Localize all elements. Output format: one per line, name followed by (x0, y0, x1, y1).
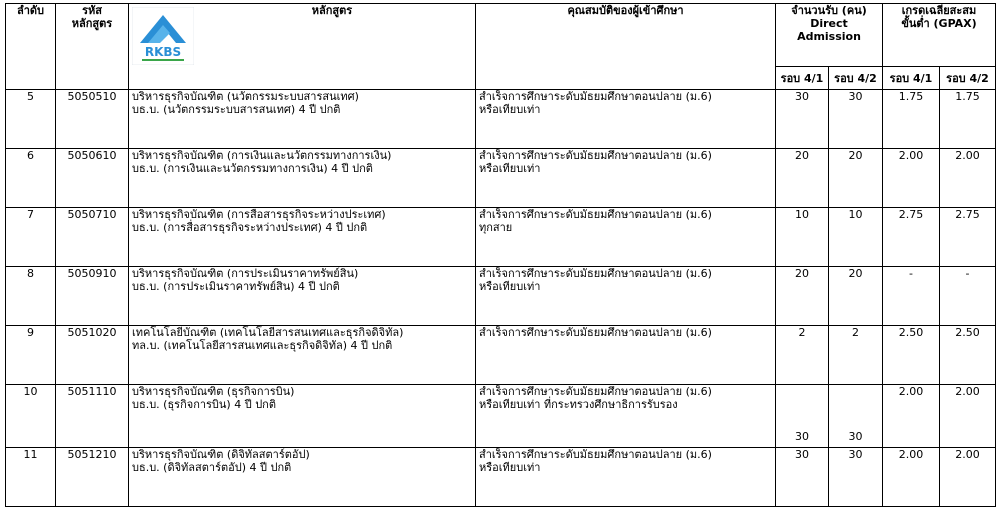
table-row (6, 448, 996, 507)
row-gpax-4-1: 1.75 (883, 90, 940, 149)
header-round-intake-4-2: รอบ 4/2 (829, 67, 883, 90)
rkbs-logo (132, 7, 194, 68)
row-program: เทคโนโลยีบัณฑิต (เทคโนโลยีสารสนเทศและธุรกิจดิจิทัล) ทล.บ. (เทคโนโลยีสารสนเทศและธุรกิจดิจิทัล) 4 ปี ปกติ (129, 326, 476, 385)
row-gpax-4-1: - (883, 267, 940, 326)
row-qualification: สำเร็จการศึกษาระดับมัธยมศึกษาตอนปลาย (ม.6) หรือเทียบเท่า (476, 149, 776, 208)
row-gpax-4-1: 2.00 (883, 448, 940, 507)
admission-table-wrap (5, 3, 995, 507)
header-intake: จำนวนรับ (คน) Direct Admission (776, 4, 883, 67)
row-intake-4-2: 30 (829, 90, 883, 149)
row-no: 10 (6, 385, 56, 448)
row-no: 8 (6, 267, 56, 326)
row-intake-4-1: 20 (776, 149, 829, 208)
row-intake-4-2: 20 (829, 149, 883, 208)
row-code: 5050510 (56, 90, 129, 149)
row-intake-4-1: 2 (776, 326, 829, 385)
row-code: 5051210 (56, 448, 129, 507)
row-program: บริหารธุรกิจบัณฑิต (นวัตกรรมระบบสารสนเทศ) บธ.บ. (นวัตกรรมระบบสารสนเทศ) 4 ปี ปกติ (129, 90, 476, 149)
row-qualification: สำเร็จการศึกษาระดับมัธยมศึกษาตอนปลาย (ม.6) หรือเทียบเท่า (476, 448, 776, 507)
header-round-gpax-4-2: รอบ 4/2 (940, 67, 996, 90)
row-gpax-4-1: 2.50 (883, 326, 940, 385)
row-intake-4-1: 20 (776, 267, 829, 326)
header-program: RKBS หลักสูตร (129, 4, 476, 90)
row-intake-4-1: 30 (776, 385, 829, 448)
row-code: 5051020 (56, 326, 129, 385)
row-intake-4-2: 30 (829, 448, 883, 507)
table-row (6, 385, 996, 448)
row-intake-4-2: 30 (829, 385, 883, 448)
row-no: 9 (6, 326, 56, 385)
row-intake-4-2: 2 (829, 326, 883, 385)
row-code: 5051110 (56, 385, 129, 448)
row-gpax-4-2: 2.00 (940, 448, 996, 507)
row-intake-4-2: 20 (829, 267, 883, 326)
header-no: ลำดับ (6, 4, 56, 90)
table-row (6, 149, 996, 208)
row-gpax-4-1: 2.75 (883, 208, 940, 267)
table-row (6, 90, 996, 149)
svg-text:RKBS: RKBS (144, 45, 182, 59)
row-intake-4-2: 10 (829, 208, 883, 267)
row-gpax-4-1: 2.00 (883, 385, 940, 448)
row-code: 5050910 (56, 267, 129, 326)
row-code: 5050710 (56, 208, 129, 267)
row-program: บริหารธุรกิจบัณฑิต (การเงินและนวัตกรรมทางการเงิน) บธ.บ. (การเงินและนวัตกรรมทางการเงิน) 4 ปี ปกติ (129, 149, 476, 208)
row-qualification: สำเร็จการศึกษาระดับมัธยมศึกษาตอนปลาย (ม.6) หรือเทียบเท่า (476, 267, 776, 326)
row-no: 6 (6, 149, 56, 208)
table-row (6, 208, 996, 267)
row-gpax-4-2: - (940, 267, 996, 326)
header-round-gpax-4-1: รอบ 4/1 (883, 67, 940, 90)
row-no: 11 (6, 448, 56, 507)
row-program: บริหารธุรกิจบัณฑิต (การสื่อสารธุรกิจระหว่างประเทศ) บธ.บ. (การสื่อสารธุรกิจระหว่างประเทศ) 4 ปี ปกติ (129, 208, 476, 267)
header-row-top (6, 4, 996, 67)
row-qualification: สำเร็จการศึกษาระดับมัธยมศึกษาตอนปลาย (ม.6) ทุกสาย (476, 208, 776, 267)
row-gpax-4-2: 2.00 (940, 149, 996, 208)
row-no: 5 (6, 90, 56, 149)
row-program: บริหารธุรกิจบัณฑิต (การประเมินราคาทรัพย์สิน) บธ.บ. (การประเมินราคาทรัพย์สิน) 4 ปี ปกติ (129, 267, 476, 326)
row-gpax-4-2: 2.75 (940, 208, 996, 267)
table-row (6, 326, 996, 385)
row-intake-4-1: 30 (776, 448, 829, 507)
header-round-intake-4-1: รอบ 4/1 (776, 67, 829, 90)
row-no: 7 (6, 208, 56, 267)
header-code: รหัส หลักสูตร (56, 4, 129, 90)
row-gpax-4-2: 2.50 (940, 326, 996, 385)
row-qualification: สำเร็จการศึกษาระดับมัธยมศึกษาตอนปลาย (ม.6) หรือเทียบเท่า ที่กระทรวงศึกษาธิการรับรอง (476, 385, 776, 448)
row-gpax-4-1: 2.00 (883, 149, 940, 208)
table-row (6, 267, 996, 326)
rkbs-logo-icon (132, 7, 194, 65)
header-qualification: คุณสมบัติของผู้เข้าศึกษา (476, 4, 776, 90)
row-intake-4-1: 30 (776, 90, 829, 149)
row-code: 5050610 (56, 149, 129, 208)
row-intake-4-1: 10 (776, 208, 829, 267)
row-qualification: สำเร็จการศึกษาระดับมัธยมศึกษาตอนปลาย (ม.6) (476, 326, 776, 385)
row-program: บริหารธุรกิจบัณฑิต (ดิจิทัลสตาร์ตอัป) บธ.บ. (ดิจิทัลสตาร์ตอัป) 4 ปี ปกติ (129, 448, 476, 507)
row-gpax-4-2: 2.00 (940, 385, 996, 448)
row-program: บริหารธุรกิจบัณฑิต (ธุรกิจการบิน) บธ.บ. (ธุรกิจการบิน) 4 ปี ปกติ (129, 385, 476, 448)
header-gpax: เกรดเฉลี่ยสะสม ขั้นต่ำ (GPAX) (883, 4, 996, 67)
row-gpax-4-2: 1.75 (940, 90, 996, 149)
admission-table (5, 3, 996, 507)
row-qualification: สำเร็จการศึกษาระดับมัธยมศึกษาตอนปลาย (ม.6) หรือเทียบเท่า (476, 90, 776, 149)
